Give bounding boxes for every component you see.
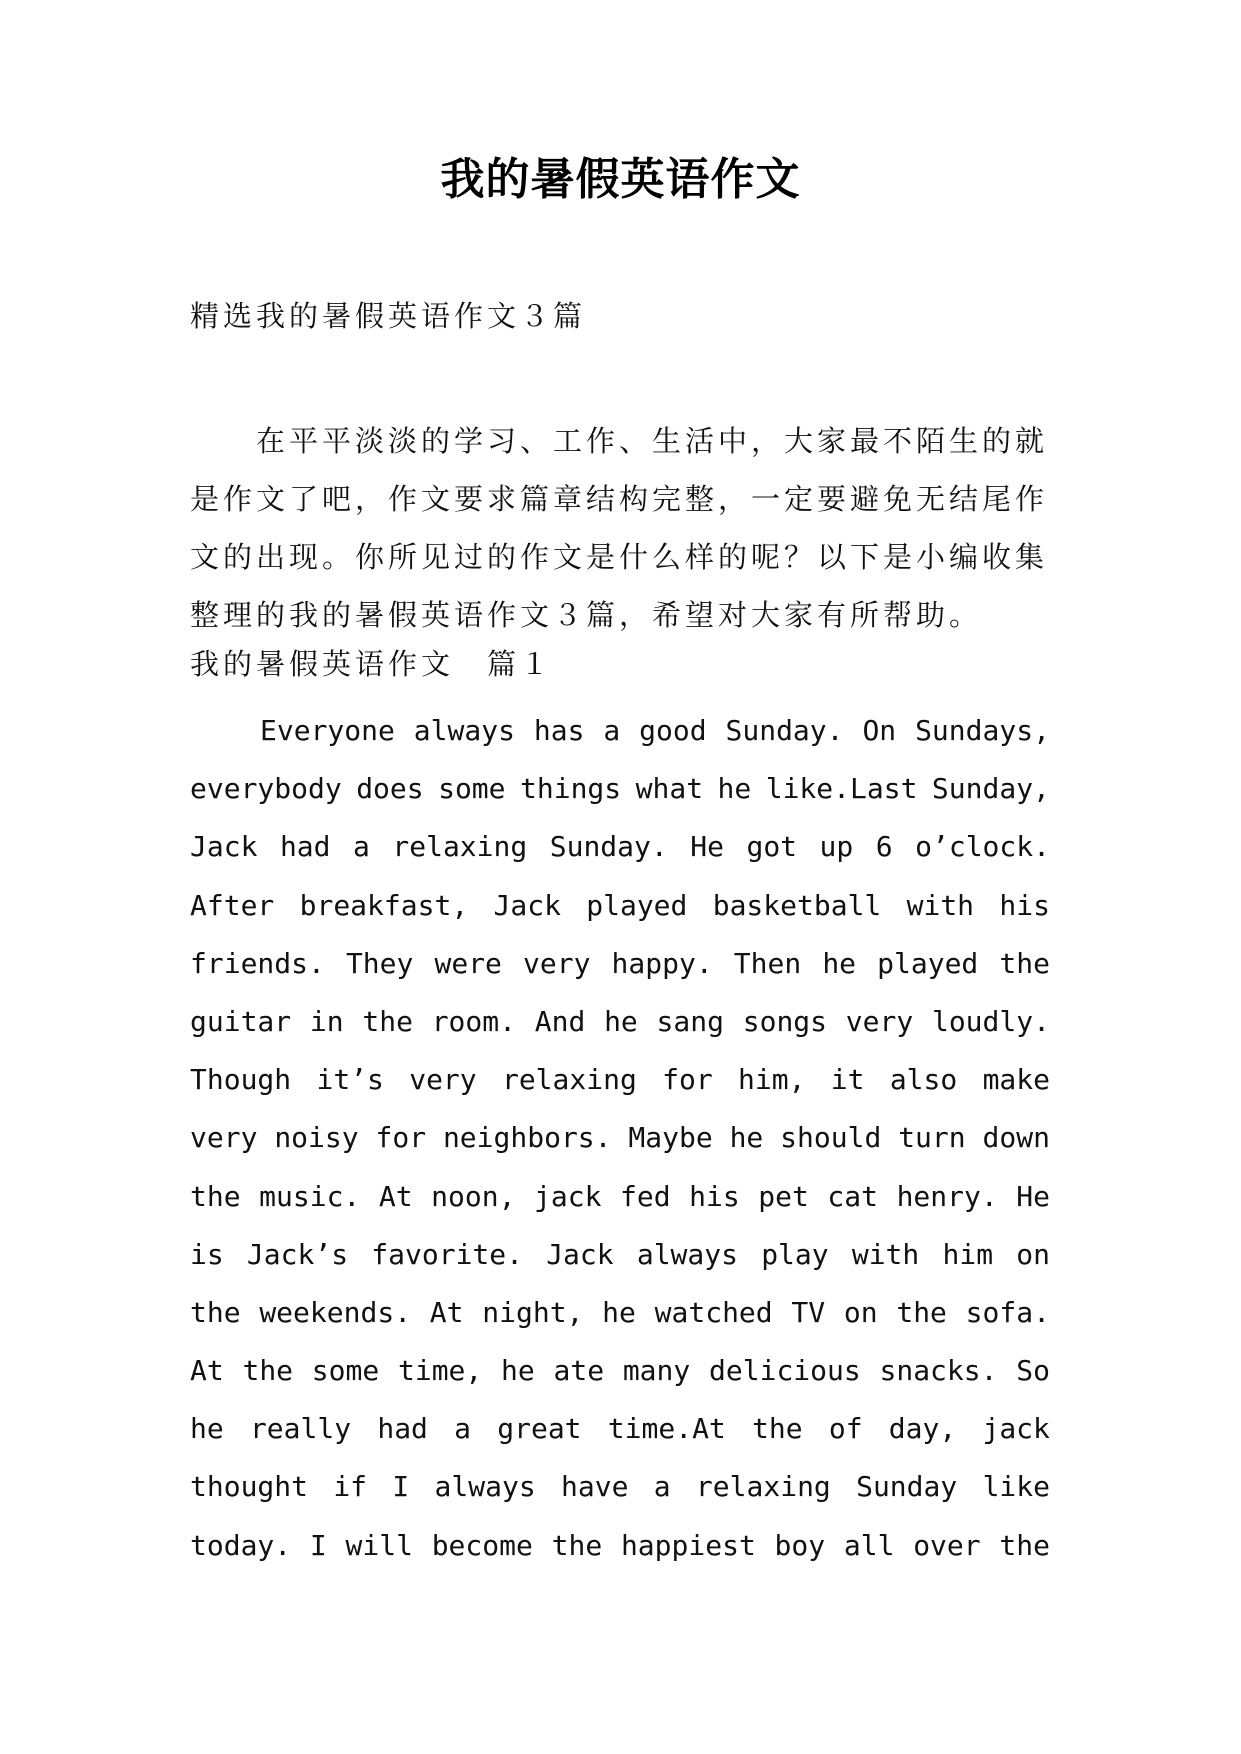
essay-word: will — [345, 1528, 413, 1562]
essay-word: he — [190, 1412, 224, 1446]
essay-word: delicious — [709, 1354, 861, 1388]
essay-word: Though — [190, 1063, 292, 1097]
essay-line — [190, 1284, 1050, 1342]
essay-word: sofa. — [965, 1295, 1050, 1329]
essay-word: things — [520, 772, 622, 806]
essay-word: basketball — [712, 888, 882, 922]
essay-word: his — [999, 888, 1050, 922]
essay-word: sang — [656, 1004, 724, 1038]
essay-word: very — [190, 1121, 258, 1155]
essay-word: friends. — [190, 946, 325, 980]
essay-word: snacks. — [879, 1354, 998, 1388]
essay-word: is — [190, 1237, 224, 1271]
essay-line — [190, 935, 1050, 993]
essay-word: o’clock. — [915, 830, 1050, 864]
essay-word: he — [602, 1295, 636, 1329]
essay-line — [190, 1226, 1050, 1284]
essay-word: relaxing — [392, 830, 528, 864]
essay-word: he — [501, 1354, 535, 1388]
essay-word: breakfast, — [299, 888, 469, 922]
essay-word: Everyone — [260, 714, 395, 747]
essay-word: They — [345, 946, 414, 980]
essay-word: all — [843, 1528, 895, 1562]
essay-word: room. — [431, 1004, 516, 1038]
essay-word: him, — [738, 1063, 806, 1097]
intro-line: 是作文了吧，作文要求篇章结构完整，一定要避免无结尾作 — [190, 482, 1049, 516]
essay-word: played — [877, 946, 979, 980]
essay-word: TV — [791, 1295, 826, 1329]
essay-word: always — [434, 1470, 536, 1504]
essay-word: were — [434, 946, 502, 980]
essay-word: So — [1016, 1354, 1050, 1388]
essay-word: a — [653, 1470, 671, 1504]
essay-word: very — [845, 1004, 914, 1038]
essay-word: At — [190, 1354, 224, 1388]
section-heading: 我的暑假英语作文 篇１ — [190, 647, 554, 681]
essay-word: noisy — [274, 1121, 359, 1155]
document-title: 我的暑假英语作文 — [440, 154, 801, 205]
essay-word: also — [889, 1063, 958, 1097]
essay-word: for — [375, 1121, 427, 1155]
essay-word: has — [533, 714, 585, 747]
essay-word: it — [830, 1063, 865, 1097]
essay-word: like.Last — [765, 772, 918, 806]
essay-word: And — [534, 1004, 586, 1038]
essay-word: does — [356, 772, 424, 806]
essay-word: relaxing — [501, 1063, 637, 1097]
essay-word: good — [639, 714, 707, 747]
essay-word: very — [523, 946, 591, 980]
essay-word: watched — [654, 1295, 773, 1329]
essay-word: play — [761, 1237, 829, 1271]
essay-word: pet — [758, 1179, 809, 1213]
essay-word: Jack’s — [246, 1237, 349, 1271]
essay-word: the — [190, 1295, 241, 1329]
essay-word: neighbors. — [442, 1121, 612, 1155]
essay-word: 6 — [875, 830, 893, 864]
essay-word: time, — [397, 1354, 483, 1388]
essay-word: weekends. — [259, 1295, 412, 1329]
essay-word: everybody — [190, 772, 342, 806]
essay-word: on — [843, 1295, 878, 1329]
essay-word: the — [551, 1528, 603, 1562]
essay-word: happy. — [611, 946, 713, 980]
essay-word: the — [896, 1295, 947, 1329]
intro-line: 文的出现。你所见过的作文是什么样的呢？以下是小编收集 — [190, 540, 1049, 574]
essay-word: always — [413, 714, 515, 747]
essay-word: Jack — [190, 830, 258, 864]
essay-line — [190, 1400, 1050, 1458]
essay-word: of — [828, 1412, 863, 1446]
essay-word: some — [311, 1354, 380, 1388]
essay-word: noon, — [431, 1179, 516, 1213]
essay-word: he — [729, 1121, 764, 1155]
essay-line — [190, 1458, 1050, 1516]
essay-word: After — [190, 888, 275, 922]
essay-word: he — [717, 772, 752, 806]
essay-word: down — [982, 1121, 1050, 1155]
essay-word: ate — [553, 1354, 605, 1388]
essay-word: a — [353, 830, 370, 864]
essay-word: over — [913, 1528, 981, 1562]
essay-word: jack — [534, 1179, 602, 1213]
essay-word: in — [309, 1004, 344, 1038]
essay-word: become — [431, 1528, 533, 1562]
essay-word: the — [362, 1004, 413, 1038]
essay-word: At — [429, 1295, 464, 1329]
essay-word: some — [438, 772, 506, 806]
essay-word: a — [454, 1412, 472, 1446]
essay-word: Then — [733, 946, 802, 980]
essay-word: happiest — [620, 1528, 756, 1562]
essay-paragraph — [190, 702, 1050, 1575]
essay-word: Jack — [546, 1237, 614, 1271]
essay-line — [190, 1109, 1050, 1167]
essay-word: he — [604, 1004, 638, 1038]
essay-line — [190, 1342, 1050, 1400]
essay-word: make — [982, 1063, 1050, 1097]
essay-word: jack — [982, 1412, 1050, 1446]
essay-word: At — [378, 1179, 413, 1213]
essay-word: Sunday, — [931, 772, 1050, 806]
essay-word: night, — [482, 1295, 584, 1329]
essay-word: very — [409, 1063, 477, 1097]
essay-line — [190, 702, 1050, 760]
essay-word: henry. — [896, 1179, 998, 1213]
essay-word: Sunday. — [725, 714, 844, 747]
essay-line — [190, 877, 1050, 935]
essay-word: today. — [190, 1528, 292, 1562]
essay-word: thought — [190, 1470, 309, 1504]
essay-word: on — [1016, 1237, 1050, 1271]
essay-line — [190, 1051, 1050, 1109]
essay-word: the — [999, 1528, 1050, 1562]
essay-word: guitar — [190, 1004, 292, 1038]
essay-word: really — [249, 1412, 352, 1446]
essay-word: day, — [888, 1412, 957, 1446]
essay-word: for — [662, 1063, 713, 1097]
essay-word: if — [333, 1470, 368, 1504]
essay-word: great — [497, 1412, 582, 1446]
essay-word: Sundays, — [915, 714, 1050, 747]
essay-word: what — [635, 772, 704, 806]
essay-word: music. — [259, 1179, 361, 1213]
essay-word: like — [982, 1470, 1050, 1504]
essay-word: the — [190, 1179, 241, 1213]
essay-word: He — [690, 830, 724, 864]
essay-word: got — [746, 830, 798, 864]
essay-word: fed — [620, 1179, 671, 1213]
essay-word: played — [586, 888, 688, 922]
essay-word: boy — [774, 1528, 826, 1562]
essay-word: the — [999, 946, 1050, 980]
essay-word: I — [309, 1528, 327, 1562]
essay-line — [190, 1168, 1050, 1226]
essay-word: with — [851, 1237, 920, 1271]
intro-line: 整理的我的暑假英语作文３篇，希望对大家有所帮助。 — [190, 598, 983, 632]
essay-line — [190, 760, 1050, 818]
essay-word: songs — [742, 1004, 828, 1038]
essay-word: Sunday — [856, 1470, 958, 1504]
essay-word: always — [636, 1237, 738, 1271]
essay-word: should — [780, 1121, 882, 1155]
essay-word: him — [942, 1237, 994, 1271]
intro-paragraph — [190, 412, 1060, 644]
essay-word: many — [622, 1354, 691, 1388]
essay-word: time.At — [607, 1412, 726, 1446]
essay-word: favorite. — [371, 1237, 523, 1271]
essay-word: up — [819, 830, 854, 864]
document-subtitle: 精选我的暑假英语作文３篇 — [190, 299, 587, 333]
intro-line: 在平平淡淡的学习、工作、生活中，大家最不陌生的就 — [256, 424, 1049, 458]
essay-line — [190, 1517, 1050, 1575]
essay-word: loudly. — [931, 1004, 1050, 1038]
essay-line — [190, 993, 1050, 1051]
essay-word: a — [603, 714, 621, 747]
essay-word: had — [377, 1412, 428, 1446]
essay-word: the — [752, 1412, 803, 1446]
essay-line — [190, 818, 1050, 876]
essay-word: had — [279, 830, 331, 864]
essay-word: it’s — [316, 1063, 384, 1097]
essay-word: turn — [898, 1121, 966, 1155]
essay-word: cat — [827, 1179, 878, 1213]
essay-word: Jack — [493, 888, 561, 922]
essay-word: Sunday. — [549, 830, 668, 864]
essay-word: Maybe — [628, 1121, 713, 1155]
essay-word: he — [822, 946, 857, 980]
essay-word: He — [1016, 1179, 1050, 1213]
essay-word: his — [689, 1179, 740, 1213]
essay-word: relaxing — [695, 1470, 831, 1504]
essay-word: with — [906, 888, 975, 922]
essay-word: I — [392, 1470, 410, 1504]
essay-word: On — [862, 714, 897, 747]
essay-word: have — [561, 1470, 629, 1504]
essay-word: the — [242, 1354, 294, 1388]
